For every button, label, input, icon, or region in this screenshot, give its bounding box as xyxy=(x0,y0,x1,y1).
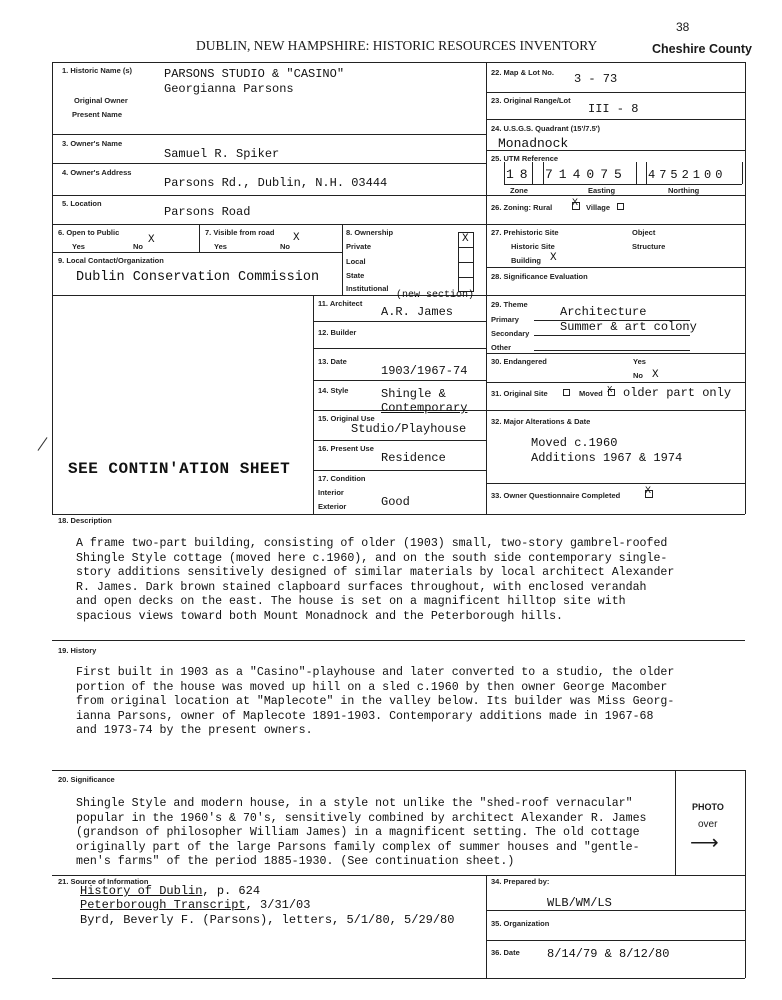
form-title: DUBLIN, NEW HAMPSHIRE: HISTORIC RESOURCES INVENTORY xyxy=(196,38,598,53)
margin-mark xyxy=(38,437,48,451)
zoning-village-checkbox xyxy=(617,203,624,210)
location-label: 5. Location xyxy=(62,199,102,208)
history-line: from original location at "Maplecote" in the valley below. Its builder was Miss Georg- xyxy=(76,695,675,709)
description-label: 18. Description xyxy=(58,516,112,525)
questionnaire-label: 33. Owner Questionnaire Completed xyxy=(491,491,621,500)
photo-over-label: over xyxy=(698,819,718,830)
moved-mark: X xyxy=(607,385,613,395)
condition-label: 17. Condition xyxy=(318,474,366,483)
significance-label: 20. Significance xyxy=(58,775,115,784)
theme-other-label: Other xyxy=(491,343,512,352)
endangered-no-label: No xyxy=(633,371,643,380)
visible-no-mark: X xyxy=(293,232,300,244)
moved-label: Moved xyxy=(579,389,603,398)
zoning-rural-mark: X xyxy=(572,198,579,209)
utm-northing-boxes xyxy=(648,165,726,183)
major-alterations-line2: Additions 1967 & 1974 xyxy=(531,451,683,465)
present-use-label: 16. Present Use xyxy=(318,444,374,453)
original-site-label: 31. Original Site xyxy=(491,389,548,398)
prepared-by-label: 34. Prepared by: xyxy=(491,877,550,886)
open-to-public-label: 6. Open to Public xyxy=(58,228,120,237)
style-label: 14. Style xyxy=(318,386,349,395)
date-prepared-value: 8/14/79 & 8/12/80 xyxy=(547,947,670,961)
original-owner-label: Original Owner xyxy=(74,96,128,105)
endangered-no-mark: X xyxy=(652,369,659,381)
owners-address-label: 4. Owner's Address xyxy=(62,168,132,177)
condition-interior-label: Interior xyxy=(318,488,344,497)
significance-line: men's farms" of the period 1885-1930. (See continuation sheet.) xyxy=(76,855,515,869)
county-label: Cheshire County xyxy=(652,42,753,56)
historic-name-label: 1. Historic Name (s) xyxy=(62,66,133,75)
utm-easting-value: 714075 xyxy=(545,167,628,182)
original-use-value: Studio/Playhouse xyxy=(351,422,467,436)
condition-value: Good xyxy=(381,495,410,509)
theme-label: 29. Theme xyxy=(491,300,528,309)
description-text xyxy=(76,537,674,625)
style-value-line2: Contemporary xyxy=(381,401,468,415)
questionnaire-mark: X xyxy=(645,486,652,497)
location-value: Parsons Road xyxy=(164,205,251,219)
original-site-note: older part only xyxy=(623,386,732,400)
source-1-rest: , p. 624 xyxy=(202,884,261,898)
theme-secondary-label: Secondary xyxy=(491,329,530,338)
ownership-label: 8. Ownership xyxy=(346,228,394,237)
prepared-by-value: WLB/WM/LS xyxy=(547,896,612,910)
present-name-label: Present Name xyxy=(72,110,123,119)
description-line: R. James. Dark brown stained clapboard surfaces throughout, with enclosed verandah xyxy=(76,580,647,594)
map-lot-label: 22. Map & Lot No. xyxy=(491,68,554,77)
source-line-3: Byrd, Beverly F. (Parsons), letters, 5/1/80, 5/29/80 xyxy=(80,913,455,927)
source-2-title: Peterborough Transcript xyxy=(80,898,246,912)
ownership-private-mark: X xyxy=(462,233,469,245)
significance-eval-label: 28. Significance Evaluation xyxy=(491,272,588,281)
original-site-checkbox xyxy=(563,389,570,396)
significance-line: popular in the 1960's & 70's, sensitively combined by architect Alexander R. James xyxy=(76,811,647,825)
description-line: story additions sensitively designed of similar materials by local architect Alexander xyxy=(76,566,675,580)
utm-northing-value: 4752100 xyxy=(648,168,727,182)
present-use-value: Residence xyxy=(381,451,446,465)
usgs-quadrant-label: 24. U.S.G.S. Quadrant (15'/7.5') xyxy=(491,124,601,133)
significance-text xyxy=(76,797,647,870)
local-contact-value: Dublin Conservation Commission xyxy=(76,270,320,285)
owners-address-value: Parsons Rd., Dublin, N.H. 03444 xyxy=(164,176,388,190)
visible-from-road-label: 7. Visible from road xyxy=(205,228,275,237)
endangered-yes-label: Yes xyxy=(633,357,646,366)
significance-line: (grandson of philosopher William James) in a magnificent setting. The old cottage xyxy=(76,826,640,840)
source-line-2 xyxy=(80,898,310,912)
major-alterations-line1: Moved c.1960 xyxy=(531,436,618,450)
ownership-local-label: Local xyxy=(346,257,366,266)
history-text xyxy=(76,666,674,739)
open-no-label: No xyxy=(133,242,143,251)
utm-northing-label: Northing xyxy=(668,186,700,195)
local-contact-label: 9. Local Contact/Organization xyxy=(58,256,164,265)
map-lot-value: 3 - 73 xyxy=(574,72,618,86)
original-owner-value: Georgianna Parsons xyxy=(164,82,294,96)
arrow-right-icon: ⟶ xyxy=(690,832,719,854)
utm-zone-value: 18 xyxy=(506,167,534,182)
utm-zone-boxes xyxy=(506,165,534,183)
significance-line: Shingle Style and modern house, in a style not unlike the "shed-roof vernacular" xyxy=(76,797,633,810)
prehistoric-label: 27. Prehistoric Site xyxy=(491,228,559,237)
date-prepared-label: 36. Date xyxy=(491,948,520,957)
source-2-rest: , 3/31/03 xyxy=(245,898,311,912)
utm-easting-boxes xyxy=(545,165,628,183)
usgs-quadrant-value: Monadnock xyxy=(498,136,569,151)
major-alterations-label: 32. Major Alterations & Date xyxy=(491,417,591,426)
endangered-label: 30. Endangered xyxy=(491,357,547,366)
open-no-mark: X xyxy=(148,234,155,246)
zoning-village-label: Village xyxy=(586,203,611,212)
date-label: 13. Date xyxy=(318,357,347,366)
see-continuation-stamp: SEE CONTIN'ATION SHEET xyxy=(68,460,291,478)
photo-label: PHOTO xyxy=(692,802,724,812)
original-range-label: 23. Original Range/Lot xyxy=(491,96,571,105)
significance-line: originally part of the large Parsons family complex of summer houses and "gentle- xyxy=(76,840,640,854)
theme-primary-value: Architecture xyxy=(560,305,647,319)
description-line: A frame two-part building, consisting of older (1903) small, two-story gambrel-roofed xyxy=(76,537,668,550)
architect-label: 11. Architect xyxy=(318,299,363,308)
owners-name-value: Samuel R. Spiker xyxy=(164,147,280,161)
page-number: 38 xyxy=(676,20,690,34)
owners-name-label: 3. Owner's Name xyxy=(62,139,123,148)
historic-site-label: Historic Site xyxy=(511,242,555,251)
condition-exterior-label: Exterior xyxy=(318,502,347,511)
description-line: Shingle Style cottage (moved here c.1960), and on the south side contemporary single- xyxy=(76,551,668,565)
style-value-line1: Shingle & xyxy=(381,387,446,401)
utm-zone-label: Zone xyxy=(510,186,528,195)
builder-label: 12. Builder xyxy=(318,328,357,337)
historic-name-value: PARSONS STUDIO & "CASINO" xyxy=(164,67,345,81)
organization-label: 35. Organization xyxy=(491,919,550,928)
visible-no-label: No xyxy=(280,242,290,251)
ownership-state-label: State xyxy=(346,271,365,280)
date-value: 1903/1967-74 xyxy=(381,364,468,378)
source-1-title: History of Dublin xyxy=(80,884,203,898)
history-line: and 1973-74 by the present owners. xyxy=(76,724,313,738)
building-label: Building xyxy=(511,256,541,265)
original-range-value: III - 8 xyxy=(588,102,639,116)
ownership-private-label: Private xyxy=(346,242,372,251)
source-line-1 xyxy=(80,884,260,898)
object-label: Object xyxy=(632,228,656,237)
building-mark: X xyxy=(550,252,557,264)
original-use-label: 15. Original Use xyxy=(318,414,375,423)
utm-reference-label: 25. UTM Reference xyxy=(491,154,559,163)
architect-annotation: (new section) xyxy=(396,290,475,301)
ownership-institutional-label: Institutional xyxy=(346,284,389,293)
history-label: 19. History xyxy=(58,646,97,655)
architect-value: A.R. James xyxy=(381,305,454,319)
sources-label: 21. Source of Information xyxy=(58,877,149,886)
history-line: ianna Parsons, owner of Maplecote 1891-1903. Contemporary additions made in 1967-68 xyxy=(76,709,654,723)
structure-label: Structure xyxy=(632,242,666,251)
utm-easting-label: Easting xyxy=(588,186,616,195)
zoning-label: 26. Zoning: Rural xyxy=(491,203,553,212)
theme-primary-label: Primary xyxy=(491,315,519,324)
history-line: portion of the house was moved up hill on a sled c.1960 by then owner George Macomber xyxy=(76,680,668,694)
history-line: First built in 1903 as a "Casino"-playhouse and later converted to a studio, the older xyxy=(76,666,675,679)
description-line: and open decks on the east. The house is set on a magnificent hilltop site with xyxy=(76,595,626,609)
open-yes-label: Yes xyxy=(72,242,85,251)
theme-secondary-value: Summer & art colony xyxy=(560,320,697,334)
visible-yes-label: Yes xyxy=(214,242,227,251)
description-line: spacious views toward both Mount Monadnock and the Peterborough hills. xyxy=(76,609,564,623)
